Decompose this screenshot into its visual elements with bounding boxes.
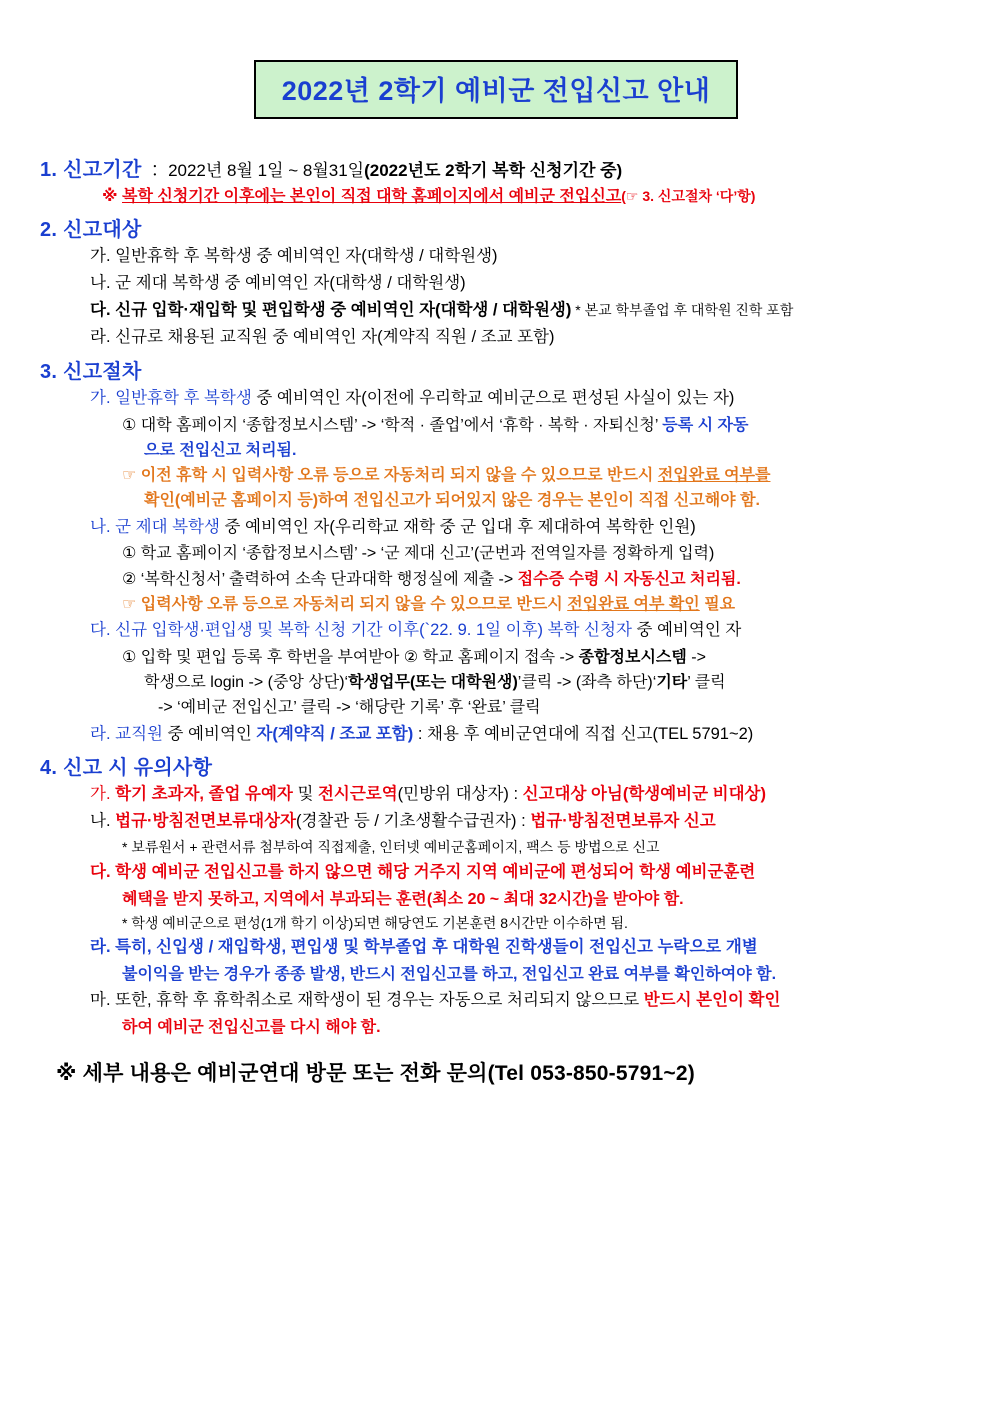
line-text-tail: ’ 클릭 — [687, 674, 726, 692]
section-2 — [34, 213, 958, 350]
section-2-item-b — [90, 272, 958, 296]
section-1 — [34, 153, 958, 208]
pointing-hand-icon: ☞ — [122, 595, 137, 613]
sub-text-black: 대학 홈페이지 ‘종합정보시스템’ -> ‘학적 · 졸업’에서 ‘휴학 · 복학 · 자퇴신청’ — [140, 416, 663, 434]
line-text: ① 입학 및 편입 등록 후 학번을 부여받아 ② 학교 홈페이지 접속 -> — [122, 648, 579, 666]
line-text: 학생으로 login -> (중앙 상단)‘ — [144, 674, 349, 692]
section-2-item-c — [90, 299, 958, 323]
item-label: 다. — [90, 621, 111, 640]
section-4-heading — [40, 751, 958, 780]
section-4-item-c-sub: * 학생 예비군으로 편성(1개 학기 이상)되면 해당연도 기본훈련 8시간만 이수하면 됨. — [122, 914, 628, 931]
title-container — [34, 60, 958, 119]
line-text-bold-1: 학생업무(또는 대학원생) — [348, 674, 518, 692]
line-text-bold: 종합정보시스템 — [578, 648, 687, 666]
sub-text-red: 접수증 수령 시 자동신고 처리됨. — [517, 570, 741, 588]
section-3-item-a — [90, 387, 958, 411]
item-text-blue: 일반휴학 후 복학생 — [115, 388, 252, 407]
item-text-black-2: : 채용 후 예비군연대에 직접 신고(TEL 5791~2) — [413, 724, 754, 743]
section-2-item-a — [90, 245, 958, 269]
section-4-number: 4. — [40, 757, 58, 780]
note-tail: (☞ 3. 신고절차 ‘다’항) — [621, 188, 756, 204]
section-2-item-d — [90, 326, 958, 350]
section-1-period-bold: (2022년도 2학기 복학 신청기간 중) — [364, 161, 623, 180]
item-label: 다. — [90, 862, 111, 881]
item-label: 다. — [90, 301, 111, 320]
item-text-blue: 신규 입학생·편입생 및 복학 신청 기간 이후(`22. 9. 1일 이후) 복학 신청자 — [115, 621, 632, 640]
item-black-2: (민방위 대상자) : — [397, 785, 523, 804]
line-text-tail: -> — [686, 648, 706, 666]
section-3-c-line3: -> ‘예비군 전입신고’ 클릭 -> ‘해당란 기록’ 후 ‘완료’ 클릭 — [158, 699, 541, 717]
sub-text-black: ② ‘복학신청서’ 출력하여 소속 단과대학 행정실에 제출 -> — [122, 570, 518, 588]
section-3-item-d — [90, 723, 958, 747]
tip-text-tail: 필요 — [699, 595, 736, 613]
tip-text: 이전 휴학 시 입력사항 오류 등으로 자동처리 되지 않을 수 있으므로 반드시 — [140, 467, 658, 485]
item-text-tail: * 본교 학부졸업 후 대학원 진학 포함 — [571, 302, 794, 319]
item-label: 가. — [90, 785, 111, 804]
footer-contact: ※ 세부 내용은 예비군연대 방문 또는 전화 문의(Tel 053-850-5791~2) — [56, 1062, 695, 1086]
section-4-item-e — [90, 989, 958, 1013]
item-label: 가. — [90, 247, 111, 266]
section-4 — [34, 751, 958, 1039]
section-4-title: 신고 시 유의사항 — [63, 757, 213, 780]
section-4-item-a — [90, 783, 958, 807]
item-black-1: 및 — [292, 785, 318, 804]
section-3-heading — [40, 355, 958, 384]
section-3-a-sub1-cont: 으로 전입신고 처리됨. — [144, 441, 297, 459]
item-text-black: 중 예비역인 자(이전에 우리학교 예비군으로 편성된 사실이 있는 자) — [251, 388, 735, 407]
page-title: 2022년 2학기 예비군 전입신고 안내 — [254, 60, 739, 119]
section-4-item-c — [90, 861, 958, 885]
section-3 — [34, 355, 958, 747]
item-text-blue-1: 교직원 — [115, 724, 163, 743]
line-text-bold-2: 기타 — [656, 674, 688, 692]
item-text: 일반휴학 후 복학생 중 예비역인 자(대학생 / 대학원생) — [115, 247, 498, 266]
section-3-title: 신고절차 — [63, 360, 142, 383]
item-label: 나. — [90, 274, 111, 293]
item-text-bold: 신규 입학·재입학 및 편입학생 중 예비역인 자(대학생 / 대학원생) — [115, 301, 572, 320]
item-red-1: 법규·방침전면보류대상자 — [115, 812, 296, 831]
item-red-2: 전시근로역 — [317, 785, 398, 804]
item-text: 군 제대 복학생 중 예비역인 자(대학생 / 대학원생) — [115, 274, 466, 293]
item-text-black-1: 중 예비역인 — [162, 724, 257, 743]
item-label: 라. — [90, 327, 111, 346]
section-2-heading — [40, 213, 958, 242]
section-4-item-b-sub: * 보류원서 + 관련서류 첨부하여 직접제출, 인터넷 예비군홈페이지, 팩스 등 방법으로 신고 — [122, 839, 660, 856]
item-label: 마. — [90, 991, 111, 1010]
item-label: 라. — [90, 724, 111, 743]
section-3-b-tip — [122, 593, 958, 616]
section-1-red-note — [102, 185, 958, 208]
note-marker: ※ — [102, 188, 122, 205]
item-black-1: (경찰관 등 / 기초생활수급권자) : — [295, 812, 531, 831]
tip-text: 입력사항 오류 등으로 자동처리 되지 않을 수 있으므로 반드시 — [140, 595, 568, 613]
item-text-blue-2: 자(계약직 / 조교 포함) — [256, 724, 414, 743]
sub-number: ① — [122, 416, 137, 434]
section-1-title: 신고기간 — [63, 159, 142, 181]
section-4-item-b — [90, 810, 958, 834]
section-3-c-line1 — [122, 646, 958, 669]
section-4-item-d — [90, 936, 958, 960]
section-3-a-sub1 — [122, 414, 958, 437]
item-label: 나. — [90, 812, 111, 831]
item-line-1: 학생 예비군 전입신고를 하지 않으면 해당 거주지 지역 예비군에 편성되어 학생 예비군훈련 — [115, 862, 756, 881]
section-1-heading — [40, 153, 958, 182]
item-black-1: 또한, 휴학 후 휴학취소로 재학생이 된 경우는 자동으로 처리되지 않으므로 — [115, 991, 644, 1010]
section-3-number: 3. — [40, 360, 58, 383]
section-4-item-c-line2: 혜택을 받지 못하고, 지역에서 부과되는 훈련(최소 20 ~ 최대 32시간)을 받아야 함. — [122, 890, 684, 908]
item-red-1: 학기 초과자, 졸업 유예자 — [115, 785, 293, 804]
section-2-title: 신고대상 — [63, 219, 142, 242]
section-3-b-sub1: ① 학교 홈페이지 ‘종합정보시스템’ -> ‘군 제대 신고’(군번과 전역일자를 정확하게 입력) — [122, 545, 715, 563]
sub-text-blue: 등록 시 자동 — [662, 416, 749, 434]
pointing-hand-icon: ☞ — [122, 467, 137, 485]
item-red-1: 반드시 본인이 확인 — [643, 991, 781, 1010]
item-label: 가. — [90, 388, 111, 407]
section-4-item-e-line2: 하여 예비군 전입신고를 다시 해야 함. — [122, 1019, 381, 1037]
item-red-3: 신고대상 아님(학생예비군 비대상) — [522, 785, 766, 804]
section-3-item-c — [90, 619, 958, 643]
item-text-blue: 군 제대 복학생 — [115, 517, 220, 536]
item-text-black: 중 예비역인 자(우리학교 재학 중 군 입대 후 제대하여 복학한 인원) — [219, 517, 696, 536]
item-line-1: 특히, 신입생 / 재입학생, 편입생 및 학부졸업 후 대학원 진학생들이 전입신고 누락으로 개별 — [115, 937, 758, 956]
item-text-black: 중 예비역인 자 — [631, 621, 742, 640]
section-3-a-tip-cont: 확인(예비군 홈페이지 등)하여 전입신고가 되어있지 않은 경우는 본인이 직접 신고해야 함. — [144, 492, 760, 510]
section-2-number: 2. — [40, 219, 58, 242]
item-label: 라. — [90, 937, 111, 956]
tip-text-underline: 전입완료 여부 확인 — [567, 595, 700, 613]
item-label: 나. — [90, 517, 111, 536]
item-text: 신규로 채용된 교직원 중 예비역인 자(계약직 직원 / 조교 포함) — [115, 327, 555, 346]
section-1-number: 1. — [40, 159, 58, 181]
tip-text-underline: 전입완료 여부를 — [657, 467, 771, 485]
line-text-mid: ’클릭 -> (좌측 하단)‘ — [517, 674, 657, 692]
section-3-c-line2 — [144, 671, 958, 694]
section-3-item-b — [90, 516, 958, 540]
item-red-2: 법규·방침전면보류자 신고 — [530, 812, 716, 831]
note-body: 복학 신청기간 이후에는 본인이 직접 대학 홈페이지에서 예비군 전입신고 — [122, 188, 622, 205]
section-3-b-sub2 — [122, 568, 958, 591]
section-4-item-d-line2: 불이익을 받는 경우가 종종 발생, 반드시 전입신고를 하고, 전입신고 완료 여부를 확인하여야 함. — [122, 965, 777, 983]
section-1-period-plain: ： 2022년 8월 1일 ~ 8월31일 — [141, 161, 365, 180]
section-3-a-tip — [122, 464, 958, 487]
